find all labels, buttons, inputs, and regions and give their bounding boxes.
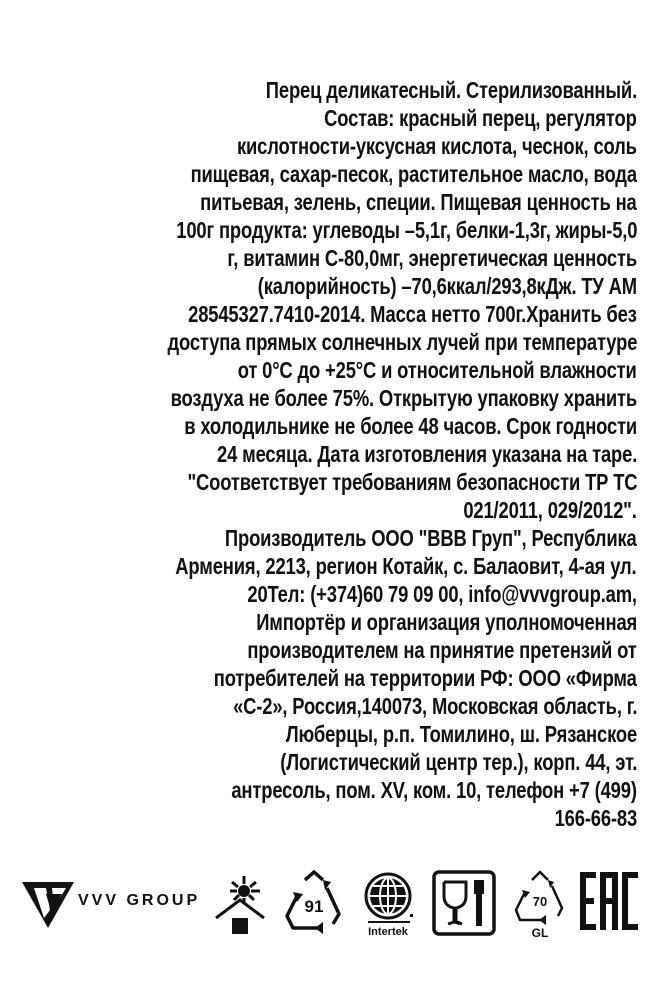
label-line: Люберцы, р.п. Томилино, ш. Рязанское — [285, 721, 637, 747]
label-line: Импортёр и организация уполномоченная — [256, 609, 637, 635]
recycle-code-91: 91 — [304, 897, 324, 916]
label-line: (Логистический центр тер.), корп. 44, эт. — [280, 749, 637, 775]
intertek-label: Intertek — [368, 926, 408, 938]
label-line: 021/2011, 029/2012". — [463, 497, 637, 523]
keep-away-from-sunlight-icon — [212, 874, 268, 936]
label-line: доступа прямых солнечных лучей при температуре — [167, 329, 637, 355]
label-line: г, витамин С-80,0мг, энергетическая ценность — [227, 245, 637, 271]
label-line: (калорийность) –70,6ккал/293,8кДж. ТУ АМ — [257, 273, 637, 299]
label-line: Армения, 2213, регион Котайк, с. Балаовит, 4-ая ул. — [175, 553, 637, 579]
eac-conformity-mark-icon — [578, 870, 640, 932]
label-line: Перец деликатесный. Стерилизованный. — [265, 77, 637, 103]
label-line: воздуха не более 75%. Открытую упаковку хранить — [170, 385, 637, 411]
label-line: антресоль, пом. XV, ком. 10, телефон +7 (499) — [231, 777, 637, 803]
recycle-material-gl: GL — [531, 926, 549, 940]
brand-name: VVV GROUP — [78, 892, 201, 909]
label-line: от 0°С до +25°С и относительной влажности — [238, 357, 637, 383]
label-line: пищевая, сахар-песок, растительное масло, вода — [190, 161, 637, 187]
label-line: 20Тел: (+374)60 79 09 00, info@vvvgroup.am, — [247, 581, 637, 607]
label-line: 166-66-83 — [554, 805, 637, 831]
recycling-code-70-glass-icon — [512, 868, 568, 940]
recycle-code-70: 70 — [532, 894, 548, 909]
label-line: в холодильнике не более 48 часов. Срок годности — [184, 413, 637, 439]
vvv-group-logo-icon — [22, 880, 74, 930]
label-line: "Соответствует требованиям безопасности ТР ТС — [187, 469, 637, 495]
label-line: кислотности-уксусная кислота, чеснок, соль — [237, 133, 637, 159]
label-line: производителем на принятие претензий от — [247, 637, 637, 663]
label-line: Состав: красный перец, регулятор — [324, 105, 637, 131]
label-line: Производитель ООО "ВВВ Груп", Республика — [225, 525, 637, 551]
label-line: «С-2», Россия,140073, Московская область, г. — [232, 693, 637, 719]
recycling-code-91-icon — [283, 868, 345, 938]
label-line: потребителей на территории РФ: ООО «Фирма — [214, 665, 637, 691]
label-line: 24 месяца. Дата изготовления указана на таре. — [216, 441, 637, 467]
label-line: питьевая, зелень, специи. Пищевая ценность на — [200, 189, 637, 215]
label-line: 100г продукта: углеводы –5,1г, белки-1,3г, жиры-5,0 — [175, 217, 637, 243]
label-line: 28545327.7410-2014. Масса нетто 700г.Хранить без — [188, 301, 637, 327]
food-contact-safe-icon — [432, 870, 496, 936]
intertek-globe-icon — [362, 870, 418, 940]
